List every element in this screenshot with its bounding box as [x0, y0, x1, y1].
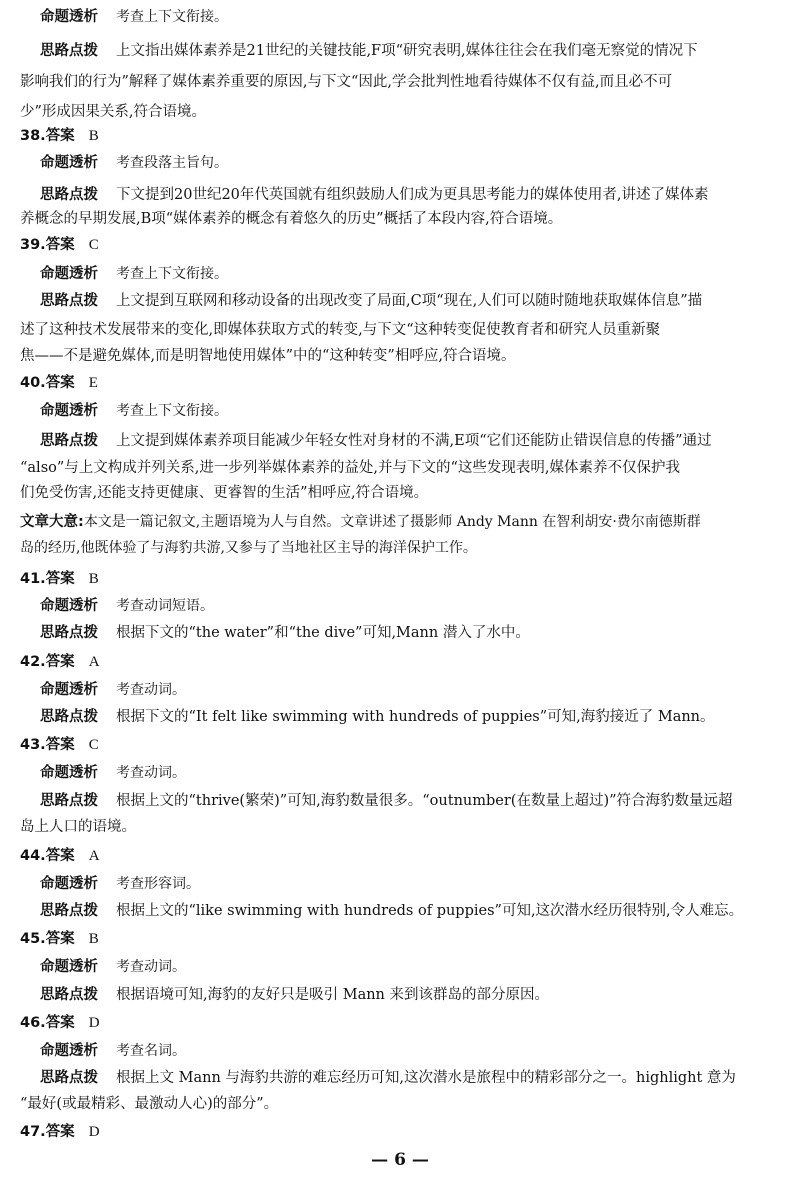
page-number: — 6 —: [371, 1150, 429, 1170]
reasoning-line: 思路点拨 根据下文的“It felt like swimming with hundreds of puppies”可知,海豹接近了 Mann。: [40, 709, 715, 725]
label-sldb: 思路点拨: [40, 43, 98, 59]
reasoning-cont: “最好(或最精彩、最激动人心)的部分”。: [20, 1096, 279, 1112]
analysis-line: 命题透析 考查上下文衔接。: [40, 266, 228, 282]
analysis-line: 命题透析 考查名词。: [40, 1043, 186, 1059]
summary-cont: 岛的经历,他既体验了与海豹共游,又参与了当地社区主导的海洋保护工作。: [20, 540, 477, 556]
reasoning-line: 思路点拨 根据上文 Mann 与海豹共游的难忘经历可知,这次潜水是旅程中的精彩部分之一。highlight 意为: [40, 1070, 736, 1086]
answer-line: 45.答案 B: [20, 931, 99, 947]
reasoning-line: 思路点拨 根据上文的“thrive(繁荣)”可知,海豹数量很多。“outnumber(在数量上超过)”符合海豹数量远超: [40, 793, 733, 809]
analysis-line: 命题透析 考查动词。: [40, 765, 186, 781]
answer-line: 47.答案 D: [20, 1124, 100, 1140]
summary-label: 文章大意:: [20, 514, 84, 530]
reasoning-line: 思路点拨 上文指出媒体素养是21世纪的关键技能,F项“研究表明,媒体往往会在我们毫无察觉的情况下: [40, 43, 698, 59]
answer-line: 41.答案 B: [20, 571, 99, 587]
answer-line: 39.答案 C: [20, 237, 99, 253]
label-mtts: 命题透析: [40, 9, 98, 25]
summary-line: 文章大意:本文是一篇记叙文,主题语境为人与自然。文章讲述了摄影师 Andy Mann 在智利胡安·费尔南德斯群: [20, 514, 701, 530]
reasoning-line: 思路点拨 根据上文的“like swimming with hundreds of puppies”可知,这次潜水经历很特别,令人难忘。: [40, 903, 744, 919]
reasoning-cont: 影响我们的行为”解释了媒体素养重要的原因,与下文“因此,学会批判性地看待媒体不仅有益,而且必不可: [20, 74, 673, 90]
answer-line: 44.答案 A: [20, 848, 100, 864]
reasoning-line: 思路点拨 上文提到媒体素养项目能减少年轻女性对身材的不满,E项“它们还能防止错误信息的传播”通过: [40, 433, 712, 449]
answer-line: 43.答案 C: [20, 737, 99, 753]
reasoning-line: 思路点拨 根据语境可知,海豹的友好只是吸引 Mann 来到该群岛的部分原因。: [40, 987, 549, 1003]
reasoning-cont: 少”形成因果关系,符合语境。: [20, 104, 207, 120]
reasoning-cont: 岛上人口的语境。: [20, 819, 136, 835]
reasoning-cont: 焦——不是避免媒体,而是明智地使用媒体”中的“这种转变”相呼应,符合语境。: [20, 348, 516, 364]
analysis-line: 命题透析 考查动词。: [40, 682, 186, 698]
reasoning-cont: “also”与上文构成并列关系,进一步列举媒体素养的益处,并与下文的“这些发现表明,媒体素养不仅保护我: [20, 460, 681, 476]
reasoning-cont: 述了这种技术发展带来的变化,即媒体获取方式的转变,与下文“这种转变促使教育者和研究人员重新聚: [20, 322, 661, 338]
analysis-line: 命题透析 考查上下文衔接。: [40, 9, 228, 25]
reasoning-line: 思路点拨 上文提到互联网和移动设备的出现改变了局面,C项“现在,人们可以随时随地获取媒体信息”描: [40, 293, 703, 309]
answer-line: 38.答案 B: [20, 128, 99, 144]
analysis-line: 命题透析 考查形容词。: [40, 876, 200, 892]
reasoning-line: 思路点拨 下文提到20世纪20年代英国就有组织鼓励人们成为更具思考能力的媒体使用者,讲述了媒体素: [40, 187, 709, 203]
analysis-line: 命题透析 考查动词。: [40, 959, 186, 975]
analysis-line: 命题透析 考查动词短语。: [40, 598, 214, 614]
analysis-line: 命题透析 考查上下文衔接。: [40, 403, 228, 419]
answer-line: 40.答案 E: [20, 375, 98, 391]
analysis-line: 命题透析 考查段落主旨句。: [40, 155, 228, 171]
reasoning-line: 思路点拨 根据下文的“the water”和“the dive”可知,Mann 潜入了水中。: [40, 625, 530, 641]
answer-line: 42.答案 A: [20, 654, 100, 670]
answer-line: 46.答案 D: [20, 1015, 100, 1031]
reasoning-cont: 养概念的早期发展,B项“媒体素养的概念有着悠久的历史”概括了本段内容,符合语境。: [20, 211, 563, 227]
reasoning-cont: 们免受伤害,还能支持更健康、更睿智的生活”相呼应,符合语境。: [20, 485, 429, 501]
